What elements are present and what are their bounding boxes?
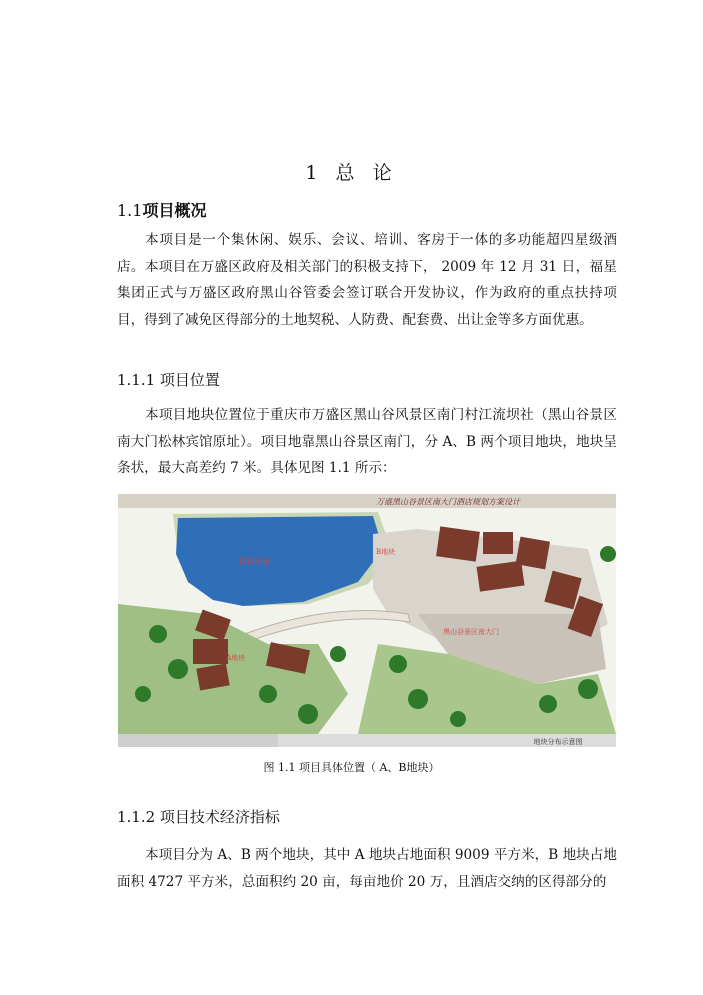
figure-caption: 图 1.1 项目具体位置（ A、B地块） [263,761,440,774]
section-heading-1-1 [117,198,206,221]
chapter-title: 1 总 论 [305,162,398,184]
label-block-b: B地块 [376,548,396,556]
figure-map-title: 地块分布示意图 [533,738,583,746]
section-number: 1.1 [117,201,143,220]
figure-banner-text: 万盛黑山谷景区南大门酒店规划方案设计 [376,497,520,507]
section-heading-1-1-1: 1.1.1 项目位置 [117,371,220,389]
label-lake: 景观水面 [238,557,270,566]
section-title: 项目概况 [142,201,207,220]
indicators-paragraph: 本项目分为 A、B 两个地块，其中 A 地块占地面积 9009 平方米，B 地块占地面积 4727 平方米，总面积约 20 亩，每亩地价 20 万，且酒店交纳的区得部分的 [117,847,617,890]
label-entrance: 黑山谷景区南大门 [443,628,499,636]
label-block-a: A地块 [226,654,246,662]
site-plan-figure [118,494,616,747]
location-paragraph: 本项目地块位置位于重庆市万盛区黑山谷风景区南门村江流坝社（黑山谷景区南大门松林宾馆原址）。项目地靠黑山谷景区南门，分 A、B 两个项目地块，地块呈条状，最大高差约 7 米。具体见图 1.1 所示： [117,407,617,476]
figure-banner-bar [118,494,616,508]
section-heading-1-1-2: 1.1.2 项目技术经济指标 [117,808,280,826]
overview-paragraph: 本项目是一个集休闲、娱乐、会议、培训、客房于一体的多功能超四星级酒店。本项目在万盛区政府及相关部门的积极支持下， 2009 年 12 月 31 日，福星集团正式与万盛区政府黑山谷管委会签订联合开发协议，作为政府的重点扶持项目，得到了减免区得部分的土地契税、人防费、配套费、出让金等多方面优惠。 [117,232,617,328]
